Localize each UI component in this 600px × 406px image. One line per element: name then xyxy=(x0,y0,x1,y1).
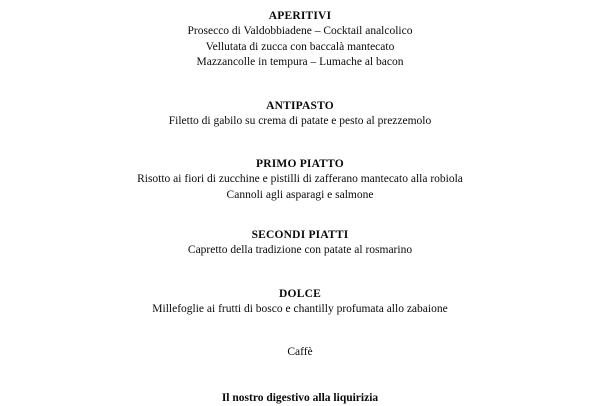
dish-item: Mazzancolle in tempura – Lumache al bacon xyxy=(196,56,404,68)
dish-item: Capretto della tradizione con patate al rosmarino xyxy=(187,244,413,256)
course-heading-aperitivi: APERITIVI xyxy=(268,10,332,22)
dish-item: Prosecco di Valdobbiadene – Cocktail analcolico xyxy=(187,25,413,37)
section-divider xyxy=(40,129,560,156)
section-divider xyxy=(40,259,560,286)
dish-item: Filetto di gabilo su crema di patate e pesto al prezzemolo xyxy=(168,114,432,127)
course-section-antipasto xyxy=(40,98,560,130)
section-divider xyxy=(40,203,560,227)
dish-item: Cannoli agli asparagi e salmone xyxy=(226,188,374,201)
section-divider xyxy=(40,71,560,98)
dish-item: Risotto ai fiori di zucchine e pistilli di zafferano mantecato alla robiola xyxy=(137,173,463,185)
closing-digestivo-line: Il nostro digestivo alla liquirizia xyxy=(221,391,379,404)
course-heading-antipasto: ANTIPASTO xyxy=(266,99,334,112)
beverage-caffe: Caffè xyxy=(287,346,313,358)
course-heading-primo-piatto: PRIMO PIATTO xyxy=(256,158,344,170)
course-section-dolce xyxy=(40,286,560,318)
dish-item: Millefoglie ai frutti di bosco e chantilly profumata allo zabaione xyxy=(152,302,448,315)
course-section-aperitivi xyxy=(40,8,560,71)
course-section-primo-piatto xyxy=(40,156,560,203)
course-heading-secondi-piatti: SECONDI PIATTI xyxy=(251,229,349,241)
course-section-secondi-piatti xyxy=(40,227,560,259)
section-divider xyxy=(40,361,560,390)
dish-item: Vellutata di zucca con baccalà mantecato xyxy=(205,40,395,53)
section-divider xyxy=(40,317,560,345)
course-heading-dolce: DOLCE xyxy=(279,287,321,300)
